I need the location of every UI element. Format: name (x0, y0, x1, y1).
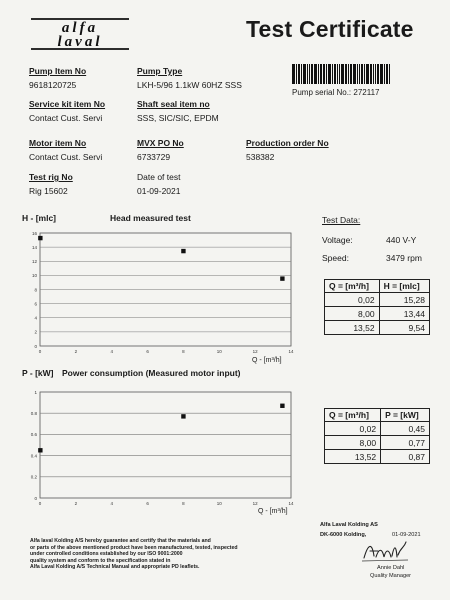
shaft-seal-label: Shaft seal item no (137, 99, 210, 109)
power-chart-data-point (38, 448, 42, 452)
table-header-cell: Q = [m³/h] (325, 280, 380, 293)
head-table (324, 279, 430, 335)
barcode-bar (386, 64, 388, 84)
barcode-bar (303, 64, 306, 84)
table-header-cell: Q = [m³/h] (325, 409, 381, 422)
svg-text:alfa: alfa (61, 20, 99, 36)
statement-line: Alfa Laval Kolding A/S Technical Manual and appropriate PD leaflets. (30, 564, 200, 571)
company-address: DK-6000 Kolding, (320, 532, 367, 538)
statement-line: under controlled conditions established by our ISO 9001:2000 (30, 551, 183, 558)
barcode-bar (301, 64, 302, 84)
table-cell: 0,45 (381, 422, 430, 436)
head-chart-x-tick-label: 10 (216, 349, 222, 354)
table-cell: 13,52 (325, 450, 381, 464)
power-table (324, 408, 430, 464)
head-chart-y-tick-label: 2 (34, 329, 37, 335)
head-chart-y-tick-label: 12 (31, 259, 37, 265)
table-cell: 15,28 (379, 293, 429, 307)
head-chart-x-tick-label: 12 (252, 349, 258, 354)
power-chart-y-tick-label: 0.6 (30, 432, 37, 438)
barcode-bar (314, 64, 317, 84)
head-chart-x-tick-label: 4 (110, 349, 113, 354)
table-row (325, 307, 430, 321)
signer-title: Quality Manager (370, 573, 412, 579)
head-chart-x-tick-label: 2 (74, 349, 78, 354)
barcode-bar (339, 64, 340, 84)
barcode-bar (298, 64, 300, 84)
power-chart-y-tick-label: 0.2 (30, 474, 37, 480)
head-chart-x-tick-label: 14 (288, 349, 294, 354)
certification-statement (30, 538, 238, 571)
head-chart-x-tick-label: 8 (182, 349, 185, 354)
head-chart-y-tick-label: 14 (31, 244, 37, 250)
statement-line: quality system and conform to the specification stated in (30, 557, 171, 564)
pump-serial (292, 88, 379, 97)
table-row (325, 293, 430, 307)
head-chart-xlabel: Q - [m³/h] (252, 357, 282, 364)
barcode-bar (359, 64, 360, 84)
head-chart-data-point (181, 249, 185, 253)
table-cell: 13,44 (379, 307, 429, 321)
pump-type-label: Pump Type (137, 66, 183, 76)
barcode-bar (326, 64, 327, 84)
power-chart-x-tick-label: 12 (252, 501, 258, 506)
signature-date: 01-09-2021 (392, 532, 421, 538)
power-chart-y-tick-label: 0.8 (30, 411, 37, 416)
barcode-bar (292, 64, 295, 84)
power-chart-x-tick-label: 0 (38, 501, 42, 506)
barcode-bar (348, 64, 349, 84)
barcode-bar (307, 64, 308, 84)
head-chart-y-tick-label: 0 (34, 343, 37, 349)
barcode-bar (345, 64, 347, 84)
barcode (292, 64, 440, 84)
head-chart (25, 225, 300, 360)
voltage-label: Voltage: (322, 235, 353, 245)
table-cell: 0,02 (325, 422, 381, 436)
table-row (325, 321, 430, 335)
barcode-bar (337, 64, 338, 84)
barcode-bar (296, 64, 297, 84)
barcode-bar (384, 64, 385, 84)
date-of-test-label: Date of test (137, 172, 181, 182)
barcode-bar (311, 64, 313, 84)
signer-name: Annie Dahl (377, 565, 405, 571)
voltage-value: 440 V-Y (386, 235, 417, 245)
production-order-label: Production order No (246, 138, 329, 148)
pump-serial-label: Pump serial No.: (292, 88, 352, 97)
barcode-bar (357, 64, 358, 84)
head-chart-x-tick-label: 6 (146, 349, 149, 354)
barcode-bar (366, 64, 369, 84)
test-rig-value: Rig 15602 (29, 186, 68, 196)
service-kit-label: Service kit item No (29, 99, 106, 109)
barcode-bar (350, 64, 352, 84)
motor-item-label: Motor item No (29, 138, 87, 148)
table-cell: 8,00 (325, 307, 380, 321)
table-row (325, 422, 430, 436)
pump-item-label: Pump Item No (29, 66, 87, 76)
power-chart-data-point (181, 414, 185, 418)
svg-text:laval: laval (57, 34, 103, 50)
power-chart-title: Power consumption (Measured motor input) (62, 368, 241, 378)
table-cell: 13,52 (325, 321, 380, 335)
speed-label: Speed: (322, 253, 349, 263)
power-chart-x-tick-label: 8 (182, 501, 185, 506)
head-chart-x-tick-label: 0 (38, 349, 42, 354)
alfa-laval-logo (28, 14, 132, 54)
head-chart-ylabel: H - [mlc] (22, 213, 56, 223)
shaft-seal-value: SSS, SIC/SIC, EPDM (137, 113, 219, 123)
power-chart-xlabel: Q - [m³/h] (258, 508, 288, 515)
company-name: Alfa Laval Kolding AS (320, 522, 378, 528)
barcode-bar (323, 64, 325, 84)
head-chart-data-point (280, 276, 284, 280)
pump-type-value: LKH-5/96 1.1kW 60HZ SSS (137, 80, 242, 90)
power-chart-ylabel: P - [kW] (22, 368, 54, 378)
table-header-cell: P = [kW] (381, 409, 430, 422)
mvx-po-value: 6733729 (137, 152, 171, 162)
barcode-bar (328, 64, 331, 84)
head-chart-title: Head measured test (110, 213, 191, 223)
power-chart-x-tick-label: 10 (216, 501, 222, 506)
head-chart-y-tick-label: 8 (34, 287, 37, 293)
table-cell: 9,54 (379, 321, 429, 335)
head-chart-y-tick-label: 10 (31, 273, 37, 279)
power-chart-y-tick-label: 1 (34, 389, 37, 395)
test-rig-label: Test rig No (29, 172, 73, 182)
handwritten-signature (360, 538, 410, 564)
table-header-row (325, 409, 430, 422)
power-chart-x-tick-label: 2 (74, 501, 78, 506)
barcode-bar (309, 64, 310, 84)
test-data-title: Test Data: (322, 215, 361, 225)
power-chart-x-tick-label: 6 (146, 501, 149, 506)
barcode-bar (361, 64, 363, 84)
table-cell: 0,02 (325, 293, 380, 307)
motor-item-value: Contact Cust. Servi (29, 152, 103, 162)
statement-line: Alfa laval Kolding A/S hereby guarantee and certify that the materials and (30, 538, 211, 544)
power-chart-plot-frame (40, 392, 291, 498)
barcode-bar (364, 64, 365, 84)
power-chart-y-tick-label: 0.4 (30, 453, 37, 459)
speed-value: 3479 rpm (386, 253, 422, 263)
production-order-value: 538382 (246, 152, 275, 162)
power-chart-data-point (280, 404, 284, 408)
pump-serial-value: 272117 (353, 88, 380, 97)
table-cell: 0,77 (381, 436, 430, 450)
head-chart-data-point (38, 236, 42, 240)
barcode-bar (353, 64, 356, 84)
table-row (325, 450, 430, 464)
table-cell: 8,00 (325, 436, 381, 450)
table-header-row (325, 280, 430, 293)
head-chart-y-tick-label: 6 (34, 301, 37, 307)
power-chart-y-tick-label: 0 (34, 495, 37, 501)
statement-line: or parts of the above mentioned product have been manufactured, tested, inspected (30, 544, 238, 551)
table-header-cell: H = [mlc] (379, 280, 429, 293)
barcode-bar (375, 64, 376, 84)
barcode-bar (320, 64, 322, 84)
barcode-bar (334, 64, 336, 84)
head-chart-y-tick-label: 4 (34, 315, 37, 321)
table-row (325, 436, 430, 450)
power-chart (25, 384, 300, 512)
barcode-bar (318, 64, 319, 84)
barcode-bar (377, 64, 379, 84)
barcode-bar (332, 64, 333, 84)
head-chart-y-tick-label: 16 (31, 230, 37, 236)
power-chart-x-tick-label: 14 (288, 501, 294, 506)
barcode-bar (370, 64, 372, 84)
document-title: Test Certificate (246, 16, 414, 42)
barcode-bar (341, 64, 344, 84)
power-chart-x-tick-label: 4 (110, 501, 113, 506)
table-cell: 0,87 (381, 450, 430, 464)
mvx-po-label: MVX PO No (137, 138, 184, 148)
service-kit-value: Contact Cust. Servi (29, 113, 103, 123)
pump-item-value: 9618120725 (29, 80, 77, 90)
barcode-bar (389, 64, 390, 84)
barcode-bar (380, 64, 383, 84)
date-of-test-value: 01-09-2021 (137, 186, 181, 196)
barcode-bar (373, 64, 374, 84)
